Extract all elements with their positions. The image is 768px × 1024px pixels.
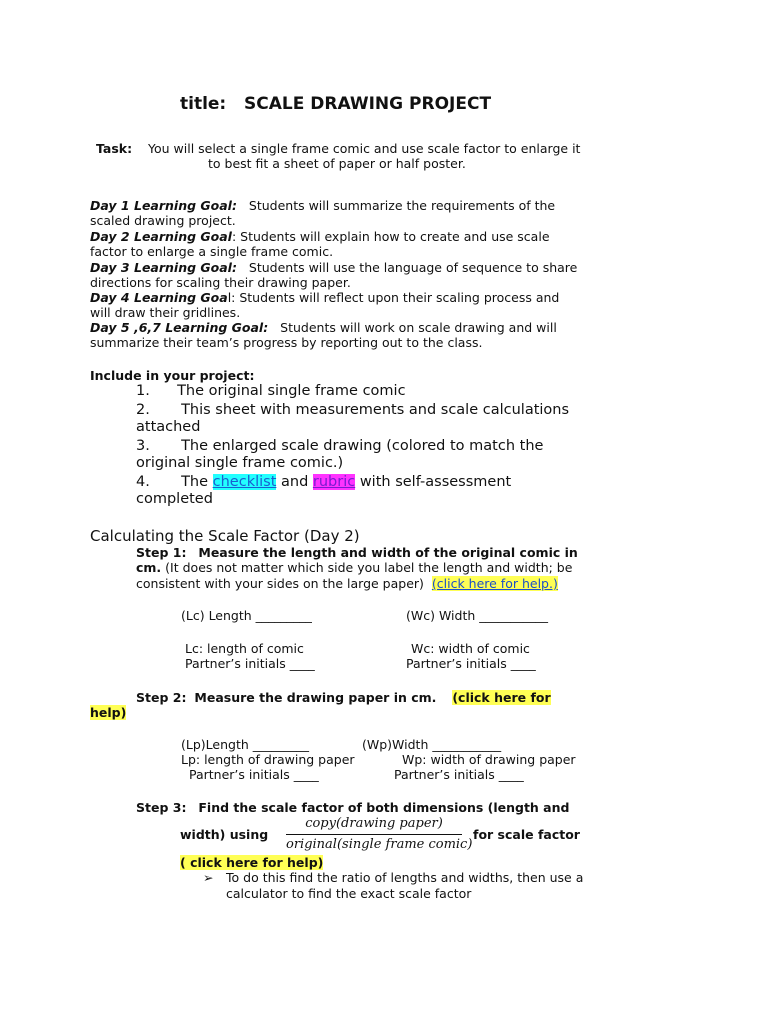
page-title (180, 94, 491, 114)
goal-day3 (90, 260, 577, 275)
item-text: The enlarged scale drawing (colored to match the (181, 438, 544, 454)
initials-field-2[interactable]: Partner’s initials ____ (406, 656, 536, 671)
goal-day2 (90, 229, 550, 244)
goal-label: Day 5 ,6,7 Learning Goal: (90, 320, 269, 335)
step-text: Measure the length and width of the original comic in (198, 545, 578, 560)
step3-line2: width) using (180, 827, 269, 842)
step1-line2 (136, 560, 572, 575)
goal-day3-cont: directions for scaling their drawing paper. (90, 275, 351, 290)
initials-field-1[interactable]: Partner’s initials ____ (185, 656, 315, 671)
wc-field[interactable]: (Wc) Width ___________ (406, 608, 548, 623)
item-text: with self-assessment (359, 474, 512, 490)
wp-field[interactable]: (Wp)Width ___________ (362, 737, 502, 752)
arrow-bullet-icon: ➢ (203, 870, 214, 885)
item-text: This sheet with measurements and scale calculations (181, 402, 570, 418)
item-num: 4. (136, 474, 150, 490)
formula-denominator: original(single frame comic) (286, 837, 473, 852)
step2-help-link-cont[interactable]: help) (90, 705, 127, 720)
step-text: Find the scale factor of both dimensions (length and (198, 800, 570, 815)
goal-label: Day 4 Learning Goa (90, 290, 228, 305)
item-num: 3. (136, 438, 150, 454)
step3-line1 (136, 800, 569, 815)
step1-line3 (136, 576, 558, 591)
goal-text: l: Students will reflect upon their scaling process and (227, 290, 560, 305)
lc-field[interactable]: (Lc) Length _________ (181, 608, 312, 623)
goal-day5-cont: summarize their team’s progress by reporting out to the class. (90, 335, 483, 350)
wc-definition: Wc: width of comic (411, 641, 530, 656)
step-label: Step 1: (136, 545, 187, 560)
checklist-link[interactable]: checklist (212, 474, 277, 490)
item-text: The (181, 474, 209, 490)
include-item-2-cont: attached (136, 419, 201, 435)
rubric-link[interactable]: rubric (312, 474, 356, 490)
initials-field-4[interactable]: Partner’s initials ____ (394, 767, 524, 782)
goal-text: : Students will explain how to create and use scale (231, 229, 550, 244)
goal-day1 (90, 198, 555, 213)
include-item-4 (136, 474, 511, 491)
item-num: 1. (136, 383, 150, 399)
include-item-3-cont: original single frame comic.) (136, 455, 344, 471)
scale-factor-formula (286, 816, 473, 853)
include-heading: Include in your project: (90, 368, 255, 383)
task-line2: to best fit a sheet of paper or half poster. (208, 156, 466, 171)
step-note: (It does not matter which side you label the length and width; be (165, 560, 573, 575)
include-item-3 (136, 438, 543, 455)
task-label: Task: (96, 141, 133, 156)
step3-after: for scale factor (473, 827, 580, 842)
step-label: Step 2: (136, 690, 187, 705)
goal-label: Day 2 Learning Goal (90, 229, 232, 244)
title-text: SCALE DRAWING PROJECT (244, 94, 492, 114)
step-label: Step 3: (136, 800, 187, 815)
lp-definition: Lp: length of drawing paper (181, 752, 355, 767)
goal-text: Students will use the language of sequence to share (248, 260, 578, 275)
step2-line1 (136, 690, 551, 705)
goal-label: Day 1 Learning Goal: (90, 198, 237, 213)
formula-numerator: copy(drawing paper) (286, 816, 462, 835)
goal-day4-cont: will draw their gridlines. (90, 305, 241, 320)
goal-day1-cont: scaled drawing project. (90, 213, 236, 228)
goal-text: Students will summarize the requirements of the (248, 198, 556, 213)
goal-day4 (90, 290, 559, 305)
lc-definition: Lc: length of comic (185, 641, 304, 656)
wp-definition: Wp: width of drawing paper (402, 752, 576, 767)
step-note: consistent with your sides on the large paper) (136, 576, 424, 591)
goal-label: Day 3 Learning Goal: (90, 260, 237, 275)
item-text: and (281, 474, 309, 490)
goal-text: Students will work on scale drawing and will (280, 320, 557, 335)
step-text: Measure the drawing paper in cm. (194, 690, 437, 705)
title-label: title: (180, 94, 227, 114)
item-num: 2. (136, 402, 150, 418)
initials-field-3[interactable]: Partner’s initials ____ (189, 767, 319, 782)
step3-help-link[interactable]: ( click here for help) (180, 855, 324, 870)
step3-bullet-text: To do this find the ratio of lengths and widths, then use a (226, 870, 584, 885)
item-text: The original single frame comic (177, 383, 406, 399)
goal-day2-cont: factor to enlarge a single frame comic. (90, 244, 334, 259)
goal-day5 (90, 320, 557, 335)
step3-bullet-text-cont: calculator to find the exact scale factor (226, 886, 472, 901)
include-item-1 (136, 383, 406, 400)
step2-help-link[interactable]: (click here for (452, 690, 551, 705)
task-line1: You will select a single frame comic and use scale factor to enlarge it (148, 141, 581, 156)
step-text: cm. (136, 560, 162, 575)
step1-help-link[interactable]: (click here for help.) (431, 576, 558, 591)
section-heading: Calculating the Scale Factor (Day 2) (90, 527, 360, 545)
lp-field[interactable]: (Lp)Length _________ (181, 737, 309, 752)
include-item-4-cont: completed (136, 491, 213, 507)
step1-line1 (136, 545, 578, 560)
include-item-2 (136, 402, 569, 419)
